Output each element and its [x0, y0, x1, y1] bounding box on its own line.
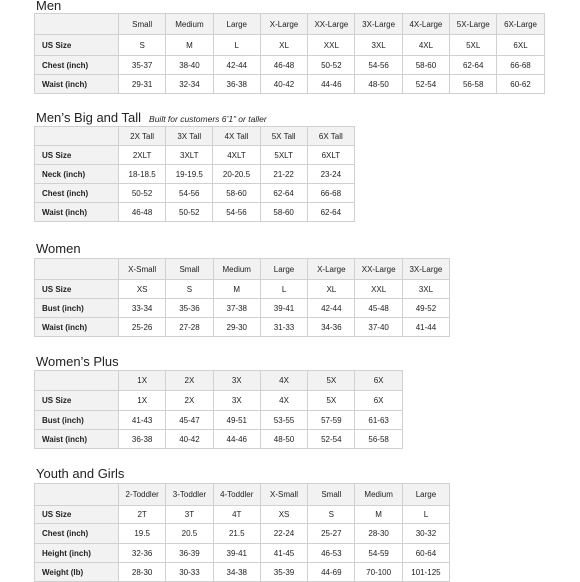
row-label: US Size — [35, 35, 119, 56]
table-row — [35, 430, 403, 449]
table-cell: 62-64 — [260, 184, 307, 203]
section-title-mens-big-and-tall — [36, 110, 267, 127]
column-header: Small — [119, 14, 166, 35]
row-label: US Size — [35, 506, 119, 524]
section-title-text: Men — [36, 0, 62, 13]
table-cell: L — [260, 280, 307, 299]
section-title-text: Men’s Big and Tall — [36, 110, 142, 125]
table-cell: XXL — [355, 280, 402, 299]
table-row — [35, 184, 355, 203]
size-table-womens-plus — [34, 370, 403, 449]
column-header: XX-Large — [308, 14, 355, 35]
table-cell: 2XLT — [119, 146, 166, 165]
table-cell: 6XLT — [307, 146, 354, 165]
table-cell: 54-56 — [355, 56, 402, 75]
table-cell: 60-62 — [497, 75, 544, 94]
table-row — [35, 299, 450, 318]
column-header: XX-Large — [355, 259, 402, 280]
section-title-youth-and-girls — [36, 466, 124, 481]
table-cell: 4XLT — [213, 146, 260, 165]
table-cell: 3XL — [355, 35, 402, 56]
table-row — [35, 506, 450, 524]
table-cell: 31-33 — [260, 318, 307, 337]
table-cell: 27-28 — [166, 318, 213, 337]
size-table-women — [34, 258, 450, 337]
column-header: 3X-Large — [355, 14, 402, 35]
header-corner-cell — [35, 371, 119, 391]
size-table-youth-and-girls — [34, 483, 450, 582]
row-label: US Size — [35, 280, 119, 299]
column-header: X-Small — [260, 484, 307, 506]
table-row — [35, 391, 403, 411]
table-cell: 44-46 — [308, 75, 355, 94]
table-cell: 58-60 — [213, 184, 260, 203]
table-cell: XS — [260, 506, 307, 524]
table-cell: 5XLT — [260, 146, 307, 165]
table-cell: L — [213, 35, 260, 56]
table-cell: 37-38 — [213, 299, 260, 318]
table-row — [35, 563, 450, 582]
row-label: Waist (inch) — [35, 430, 119, 449]
table-cell: 44-46 — [213, 430, 260, 449]
table-row — [35, 35, 545, 56]
table-cell: 42-44 — [308, 299, 355, 318]
table-cell: 56-58 — [450, 75, 497, 94]
table-cell: 6X — [355, 391, 402, 411]
table-cell: 35-36 — [166, 299, 213, 318]
table-cell: XS — [119, 280, 166, 299]
column-header: Large — [213, 14, 260, 35]
table-cell: 25-27 — [308, 524, 355, 544]
table-cell: 22-24 — [260, 524, 307, 544]
table-cell: 54-56 — [213, 203, 260, 222]
table-cell: 19-19.5 — [166, 165, 213, 184]
table-cell: 60-64 — [402, 544, 449, 563]
column-header: Small — [166, 259, 213, 280]
row-label: Waist (inch) — [35, 318, 119, 337]
column-header: Large — [402, 484, 449, 506]
table-cell: 36-39 — [166, 544, 213, 563]
table-cell: 49-52 — [402, 299, 449, 318]
table-cell: 48-50 — [260, 430, 307, 449]
table-cell: M — [213, 280, 260, 299]
table-cell: 3XL — [402, 280, 449, 299]
table-cell: 41-43 — [119, 411, 166, 430]
table-cell: 52-54 — [308, 430, 355, 449]
header-row — [35, 127, 355, 146]
column-header: 4X — [260, 371, 307, 391]
table-cell: 28-30 — [355, 524, 402, 544]
table-cell: 2T — [119, 506, 166, 524]
table-cell: 56-58 — [355, 430, 402, 449]
header-corner-cell — [35, 259, 119, 280]
table-cell: 50-52 — [166, 203, 213, 222]
column-header: 5X — [308, 371, 355, 391]
table-cell: 4T — [213, 506, 260, 524]
column-header: Medium — [213, 259, 260, 280]
table-cell: 57-59 — [308, 411, 355, 430]
header-row — [35, 14, 545, 35]
section-title-text: Women’s Plus — [36, 354, 119, 369]
table-cell: 34-36 — [308, 318, 355, 337]
table-cell: 4XL — [402, 35, 449, 56]
column-header: X-Large — [308, 259, 355, 280]
table-cell: 5XL — [450, 35, 497, 56]
header-corner-cell — [35, 127, 119, 146]
table-cell: 39-41 — [213, 544, 260, 563]
column-header: 3X Tall — [166, 127, 213, 146]
row-label: Chest (inch) — [35, 184, 119, 203]
column-header: 5X Tall — [260, 127, 307, 146]
column-header: X-Large — [260, 14, 307, 35]
table-row — [35, 411, 403, 430]
table-cell: 4X — [260, 391, 307, 411]
row-label: Bust (inch) — [35, 411, 119, 430]
column-header: Medium — [355, 484, 402, 506]
table-cell: 34-38 — [213, 563, 260, 582]
table-cell: 46-48 — [119, 203, 166, 222]
table-cell: S — [308, 506, 355, 524]
column-header: Small — [308, 484, 355, 506]
header-row — [35, 371, 403, 391]
section-title-text: Youth and Girls — [36, 466, 125, 481]
column-header: 6X — [355, 371, 402, 391]
table-cell: 66-68 — [307, 184, 354, 203]
column-header: 4X Tall — [213, 127, 260, 146]
table-cell: 61-63 — [355, 411, 402, 430]
table-cell: 23-24 — [307, 165, 354, 184]
header-row — [35, 484, 450, 506]
table-row — [35, 280, 450, 299]
row-label: Waist (inch) — [35, 203, 119, 222]
table-cell: S — [119, 35, 166, 56]
table-cell: 36-38 — [213, 75, 260, 94]
table-cell: 20-20.5 — [213, 165, 260, 184]
table-cell: XXL — [308, 35, 355, 56]
row-label: US Size — [35, 146, 119, 165]
table-cell: 54-56 — [166, 184, 213, 203]
table-cell: 53-55 — [260, 411, 307, 430]
table-cell: 35-39 — [260, 563, 307, 582]
table-cell: 46-53 — [308, 544, 355, 563]
row-label: US Size — [35, 391, 119, 411]
table-cell: 101-125 — [402, 563, 449, 582]
row-label: Height (inch) — [35, 544, 119, 563]
section-title-womens-plus — [36, 354, 119, 369]
table-cell: 41-44 — [402, 318, 449, 337]
table-row — [35, 165, 355, 184]
table-cell: 36-38 — [119, 430, 166, 449]
table-cell: XL — [260, 35, 307, 56]
table-cell: 37-40 — [355, 318, 402, 337]
section-title-text: Women — [36, 241, 81, 256]
table-cell: 41-45 — [260, 544, 307, 563]
table-cell: M — [166, 35, 213, 56]
column-header: 2X — [166, 371, 213, 391]
column-header: X-Small — [119, 259, 166, 280]
table-cell: 19.5 — [119, 524, 166, 544]
table-cell: 50-52 — [119, 184, 166, 203]
table-cell: 28-30 — [119, 563, 166, 582]
table-row — [35, 524, 450, 544]
table-cell: 58-60 — [260, 203, 307, 222]
row-label: Neck (inch) — [35, 165, 119, 184]
row-label: Bust (inch) — [35, 299, 119, 318]
table-cell: S — [166, 280, 213, 299]
section-title-men — [36, 0, 61, 13]
table-row — [35, 318, 450, 337]
header-corner-cell — [35, 14, 119, 35]
table-cell: 18-18.5 — [119, 165, 166, 184]
table-cell: 1X — [119, 391, 166, 411]
table-row — [35, 203, 355, 222]
column-header: 2X Tall — [119, 127, 166, 146]
table-cell: 50-52 — [308, 56, 355, 75]
table-cell: 45-47 — [166, 411, 213, 430]
table-cell: 2X — [166, 391, 213, 411]
table-cell: 49-51 — [213, 411, 260, 430]
row-label: Chest (inch) — [35, 524, 119, 544]
table-cell: 32-36 — [119, 544, 166, 563]
table-cell: 54-59 — [355, 544, 402, 563]
table-cell: 5X — [308, 391, 355, 411]
table-cell: 20.5 — [166, 524, 213, 544]
section-title-women — [36, 241, 81, 256]
table-cell: 29-30 — [213, 318, 260, 337]
table-cell: 48-50 — [355, 75, 402, 94]
table-cell: 40-42 — [260, 75, 307, 94]
row-label: Waist (inch) — [35, 75, 119, 94]
section-subtitle: Built for customers 6’1” or taller — [149, 114, 267, 124]
column-header: 6X Tall — [307, 127, 354, 146]
table-cell: L — [402, 506, 449, 524]
table-cell: 45-48 — [355, 299, 402, 318]
table-cell: 62-64 — [450, 56, 497, 75]
column-header: 3X — [213, 371, 260, 391]
table-cell: XL — [308, 280, 355, 299]
table-cell: 3XLT — [166, 146, 213, 165]
table-row — [35, 146, 355, 165]
table-cell: 46-48 — [260, 56, 307, 75]
column-header: 4-Toddler — [213, 484, 260, 506]
table-cell: 66-68 — [497, 56, 544, 75]
table-cell: 58-60 — [402, 56, 449, 75]
table-cell: 35-37 — [119, 56, 166, 75]
table-cell: 30-33 — [166, 563, 213, 582]
table-cell: M — [355, 506, 402, 524]
table-row — [35, 75, 545, 94]
table-cell: 21.5 — [213, 524, 260, 544]
table-cell: 38-40 — [166, 56, 213, 75]
header-corner-cell — [35, 484, 119, 506]
table-cell: 3X — [213, 391, 260, 411]
header-row — [35, 259, 450, 280]
table-cell: 44-69 — [308, 563, 355, 582]
table-cell: 39-41 — [260, 299, 307, 318]
column-header: 5X-Large — [450, 14, 497, 35]
size-table-men — [34, 13, 545, 94]
table-cell: 32-34 — [166, 75, 213, 94]
column-header: Large — [260, 259, 307, 280]
table-cell: 25-26 — [119, 318, 166, 337]
table-row — [35, 56, 545, 75]
table-cell: 21-22 — [260, 165, 307, 184]
column-header: Medium — [166, 14, 213, 35]
column-header: 6X-Large — [497, 14, 544, 35]
row-label: Chest (inch) — [35, 56, 119, 75]
column-header: 3X-Large — [402, 259, 449, 280]
table-cell: 3T — [166, 506, 213, 524]
table-cell: 6XL — [497, 35, 544, 56]
column-header: 2-Toddler — [119, 484, 166, 506]
table-cell: 33-34 — [119, 299, 166, 318]
table-cell: 52-54 — [402, 75, 449, 94]
table-cell: 62-64 — [307, 203, 354, 222]
table-row — [35, 544, 450, 563]
table-cell: 70-100 — [355, 563, 402, 582]
table-cell: 42-44 — [213, 56, 260, 75]
column-header: 4X-Large — [402, 14, 449, 35]
table-cell: 40-42 — [166, 430, 213, 449]
size-table-mens-big-and-tall — [34, 126, 355, 222]
column-header: 1X — [119, 371, 166, 391]
column-header: 3-Toddler — [166, 484, 213, 506]
table-cell: 30-32 — [402, 524, 449, 544]
table-cell: 29-31 — [119, 75, 166, 94]
row-label: Weight (lb) — [35, 563, 119, 582]
